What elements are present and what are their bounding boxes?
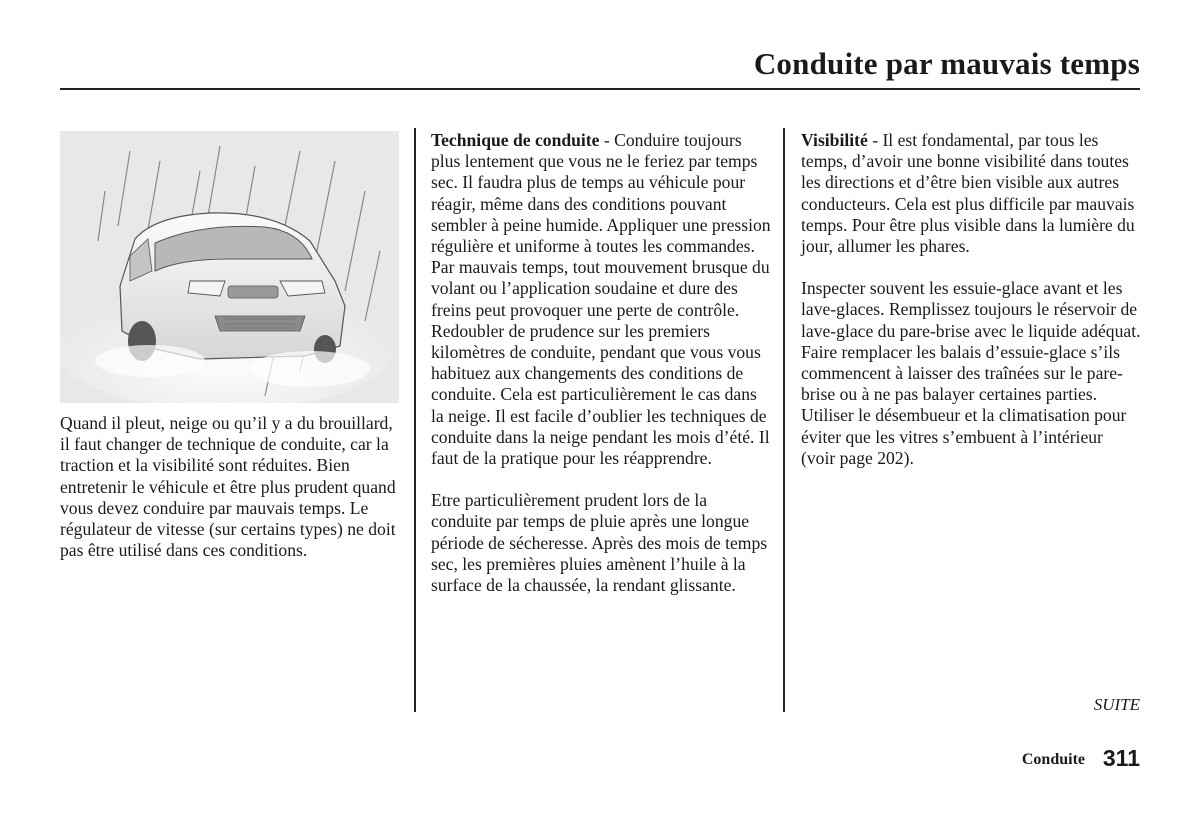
visibility-text: - Il est fondamental, par tous les temps, d’avoir une bonne visibilité dans toutes les directions et d’être bien visible aux autres conducteurs. Cela est plus difficile par mauvais temps. Pour être plus visible dans la lumière du jour, allumer les phares. <box>801 130 1135 257</box>
driving-technique-column <box>431 130 771 596</box>
intro-column <box>60 413 400 561</box>
visibility-heading: Visibilité <box>801 130 868 150</box>
footer-section-label: Conduite <box>1021 751 1085 768</box>
wiper-paragraph: Inspecter souvent les essuie-glace avant et les lave-glaces. Remplissez toujours le réservoir de lave-glace du pare-brise avec le liquide adéquat. Faire remplacer les balais d’essuie-glace s’ils commencent à laisser des traînées sur le pare-brise ou à ne pas balayer certaines parties. Utiliser le désembueur et la climatisation pour éviter que les vitres s’embuent à l’intérieur (voir page 202). <box>801 278 1141 468</box>
visibility-column <box>801 130 1141 469</box>
driving-technique-paragraph <box>431 130 771 469</box>
wet-road-paragraph: Etre particulièrement prudent lors de la conduite par temps de pluie après une longue période de sécheresse. Après des mois de temps sec, les premières pluies amènent l’huile à la surface de la chaussée, la rendant glissante. <box>431 490 768 596</box>
driving-technique-heading: Technique de conduite <box>431 130 600 150</box>
column-divider <box>414 128 416 712</box>
column-divider <box>783 128 785 712</box>
driving-technique-text: - Conduire toujours plus lentement que vous ne le feriez par temps sec. Il faudra plus de temps au véhicule pour réagir, même dans des conditions pouvant sembler à peine humide. Appliquer une pression régulière et uniforme à toutes les commandes. Par mauvais temps, tout mouvement brusque du volant ou l’application soudaine et dure des freins peut provoquer une perte de contrôle. Redoubler de prudence sur les premiers kilomètres de conduite, pendant que vous vous habituez aux changements des conditions de conduite. Cela est particulièrement le cas dans la neige. Il est facile d’oublier les techniques de conduite dans la neige pendant les mois d’été. Il faut de la pratique pour les réapprendre. <box>431 130 771 469</box>
visibility-paragraph <box>801 130 1141 257</box>
intro-paragraph: Quand il pleut, neige ou qu’il y a du brouillard, il faut changer de technique de conduite, car la traction et la visibilité sont réduites. Bien entretenir le véhicule et être plus prudent quand vous devez conduire par mauvais temps. Le régulateur de vitesse (sur certains types) ne doit pas être utilisé dans ces conditions. <box>60 413 396 561</box>
page-title: Conduite par mauvais temps <box>753 46 1140 81</box>
page-number: 311 <box>1102 745 1140 771</box>
car-in-rain-illustration <box>60 131 399 403</box>
title-rule <box>60 88 1140 90</box>
continued-label: SUITE <box>1093 695 1140 714</box>
